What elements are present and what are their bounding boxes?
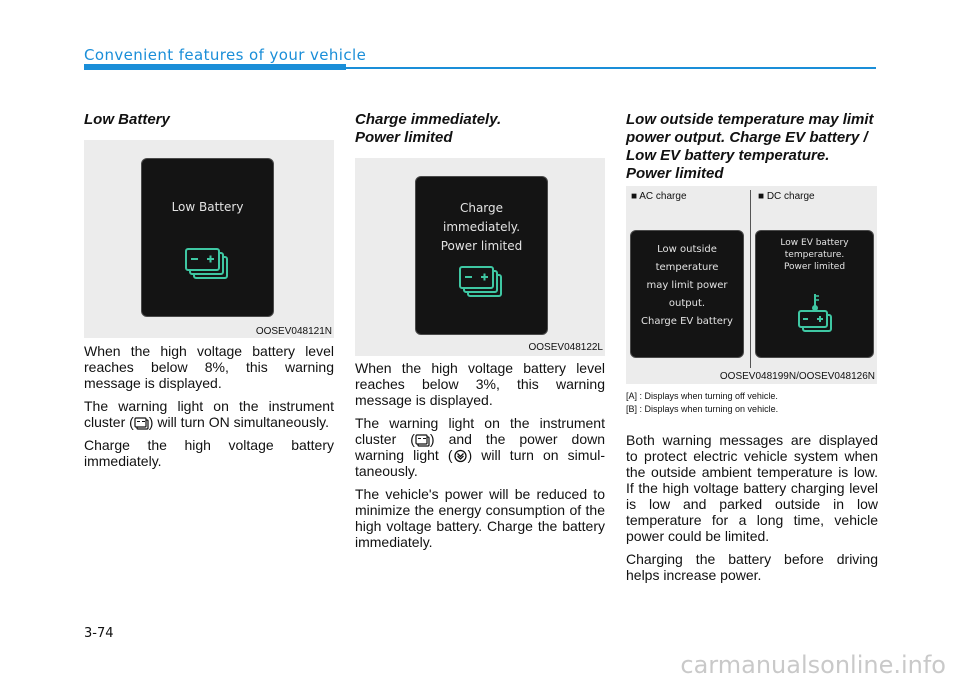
- paragraph: [355, 415, 605, 479]
- header-rule-accent: [84, 64, 346, 70]
- page-number: 3-74: [84, 626, 114, 641]
- paragraph: Both warning messages are displayed to protect electric vehicle system when the outside ambient temperature is low. If the high voltage battery charging level is low and parked outside in low temperature for a long time, vehicle power could be limited.: [626, 432, 878, 544]
- screen-message: Charge immediately. Power limited: [440, 201, 523, 253]
- paragraph: When the high voltage battery level reaches below 3%, this warning message is displayed.: [355, 360, 605, 408]
- ev-battery-warning-icon: [134, 416, 149, 430]
- power-down-warning-icon: [453, 449, 468, 463]
- body-text-low-battery: [84, 343, 334, 476]
- section-title: Convenient features of your vehicle: [84, 46, 367, 64]
- heading-low-temperature: Low outside temperature may limit power output. Charge EV battery / Low EV battery temperature. Power limited: [626, 111, 874, 182]
- cluster-screen-ac: [630, 230, 744, 358]
- body-text-low-temperature: [626, 432, 878, 590]
- panel-divider: [750, 190, 751, 368]
- heading-low-battery: Low Battery: [84, 111, 170, 128]
- screen-message: Low outside temperature may limit power output. Charge EV battery: [641, 244, 733, 327]
- figure-panel-low-temperature: [626, 186, 877, 384]
- screen-message: Low Battery: [171, 200, 244, 214]
- ev-battery-warning-icon: [184, 247, 232, 281]
- cluster-screen-dc: [755, 230, 874, 358]
- paragraph: Charge the high voltage battery immediately.: [84, 437, 334, 469]
- paragraph: When the high voltage battery level reaches below 8%, this warning message is displayed.: [84, 343, 334, 391]
- label-dc-charge: ■ DC charge: [758, 191, 815, 202]
- legend-b: [B] : Displays when turning on vehicle.: [626, 404, 779, 414]
- figure-panel-low-battery: [84, 140, 334, 338]
- text-run: The warning light on the instrument cluster (: [355, 415, 605, 447]
- cluster-screen: [141, 158, 274, 317]
- text-run: The warning light on the instrument cluster (: [84, 398, 334, 430]
- ev-battery-warning-icon: [415, 433, 430, 447]
- text-run: ) will turn ON simultaneously.: [148, 414, 330, 430]
- cluster-screen: [415, 176, 548, 335]
- text-run: ) will turn on simultaneously.: [355, 447, 606, 479]
- text-run: ) and the power down warning light (: [355, 431, 605, 463]
- paragraph: Charging the battery before driving helps increase power.: [626, 551, 878, 583]
- figure-panel-charge-immediately: [355, 158, 605, 356]
- screen-message: Low EV battery temperature. Power limited: [780, 238, 849, 272]
- heading-line: Charge immediately.: [355, 111, 502, 128]
- heading-line: Power limited: [355, 129, 453, 146]
- ev-battery-warning-icon: [458, 265, 506, 299]
- heading-charge-immediately: [355, 111, 605, 147]
- watermark: carmanualsonline.info: [680, 651, 946, 679]
- legend-a: [A] : Displays when turning off vehicle.: [626, 391, 778, 401]
- paragraph: The vehicle's power will be reduced to minimize the energy consumption of the high voltage battery. Charge the battery immediately.: [355, 486, 605, 550]
- body-text-charge-immediately: [355, 360, 605, 557]
- figure-code: OOSEV048121N: [255, 326, 332, 337]
- figure-code: OOSEV048122L: [528, 342, 603, 353]
- label-ac-charge: ■ AC charge: [631, 191, 687, 202]
- low-battery-temperature-icon: [793, 291, 837, 335]
- figure-code: OOSEV048199N/OOSEV048126N: [719, 371, 875, 382]
- paragraph: [84, 398, 334, 430]
